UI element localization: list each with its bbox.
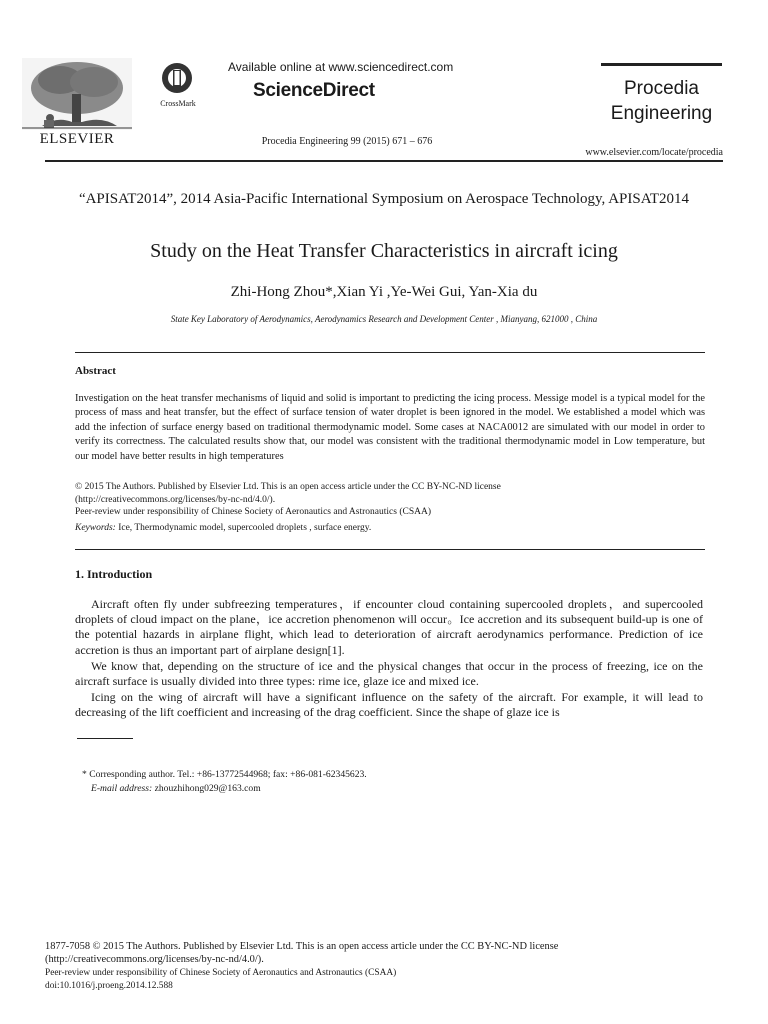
journal-title-line1: Procedia	[624, 78, 699, 99]
email-link[interactable]: zhouzhihong029@163.com	[152, 783, 261, 794]
abstract-license	[75, 481, 705, 507]
publisher-name: ELSEVIER	[39, 131, 115, 147]
abstract-bottom-divider	[75, 549, 705, 550]
journal-title-line2: Engineering	[610, 103, 713, 124]
paper-title: Study on the Heat Transfer Characteristics in aircraft icing	[150, 240, 618, 262]
affiliation: State Key Laboratory of Aerodynamics, Aerodynamics Research and Development Center , Mianyang, 621000 , China	[170, 314, 598, 324]
header-divider	[45, 160, 723, 162]
journal-url-link[interactable]: www.elsevier.com/locate/procedia	[585, 147, 723, 158]
conference-name: “APISAT2014”, 2014 Asia-Pacific International Symposium on Aerospace Technology, APISAT2014	[78, 191, 690, 207]
email-label: E-mail address:	[91, 783, 153, 794]
license-link[interactable]: (http://creativecommons.org/licenses/by-nc-nd/4.0/).	[75, 495, 276, 505]
footnote-divider	[77, 738, 133, 739]
author-list: Zhi-Hong Zhou*,Xian Yi ,Ye-Wei Gui, Yan-Xia du	[230, 284, 538, 300]
journal-title-bar	[601, 63, 722, 66]
intro-paragraph: Aircraft often fly under subfreezing temperatures，if encounter cloud containing supercooled droplets，and supercooled droplets of cloud impact on the plane，ice accretion phenomenon will occur。Ice accretion and its subsequent build-up is one of the potential hazards in airplane flight, which lead to deterioration of aircraft aerodynamics performance. Prediction of ice accretion is thus an important part of airplane design[1].	[75, 597, 703, 657]
keywords-label: Keywords:	[75, 523, 116, 533]
email-note	[91, 783, 261, 794]
sciencedirect-brand[interactable]: ScienceDirect	[253, 80, 375, 101]
bottom-peer-review: Peer-review under responsibility of Chinese Society of Aeronautics and Astronautics (CSAA)	[45, 967, 397, 978]
issn-license-line: 1877-7058 © 2015 The Authors. Published by Elsevier Ltd. This is an open access article under the CC BY-NC-ND license	[45, 941, 559, 952]
license-text: © 2015 The Authors. Published by Elsevier Ltd. This is an open access article under the CC BY-NC-ND license	[75, 482, 501, 492]
abstract-heading: Abstract	[75, 365, 116, 377]
crossmark-label: CrossMark	[160, 99, 196, 108]
peer-review-note: Peer-review under responsibility of Chinese Society of Aeronautics and Astronautics (CSAA)	[75, 507, 431, 517]
keywords-list: Ice, Thermodynamic model, supercooled droplets , surface energy.	[115, 523, 372, 533]
bottom-license-link[interactable]: (http://creativecommons.org/licenses/by-nc-nd/4.0/).	[45, 954, 264, 966]
abstract-top-divider	[75, 352, 705, 353]
corresponding-author-note: * Corresponding author. Tel.: +86-13772544968; fax: +86-081-62345623.	[82, 769, 367, 780]
keywords-line	[75, 523, 705, 533]
journal-reference: Procedia Engineering 99 (2015) 671 – 676	[261, 136, 433, 147]
abstract-body: Investigation on the heat transfer mechanisms of liquid and solid is important to predicting the icing process. Messige model is a typical model for the process of mass and heat transfer, but the effect of surface tension of water droplet is been ignored in the model. We established a model which was add the infection of surface energy based on traditional thermodynamic model. Some cases at NACA0012 are simulated with our model in order to verify its correctness. The calculated results show that, our model was consistent with the traditional thermodynamic model in Low temperature, but our model have better results in high temperatures	[75, 393, 705, 462]
intro-paragraph: Icing on the wing of aircraft will have a significant influence on the safety of the aircraft. For example, it will lead to decreasing of the lift coefficient and increasing of the drag coefficient. Since the shape of glaze ice is	[75, 690, 703, 720]
available-online-text[interactable]: Available online at www.sciencedirect.com	[228, 60, 454, 74]
bottom-publication-info	[45, 940, 705, 994]
doi[interactable]: doi:10.1016/j.proeng.2014.12.588	[45, 981, 173, 992]
section-heading-introduction: 1. Introduction	[75, 567, 153, 581]
intro-paragraph: We know that, depending on the structure of ice and the physical changes that occur in the process of freezing, ice on the aircraft surface is usually divided into three types: rime ice, glaze ice and mixed ice.	[75, 659, 703, 689]
